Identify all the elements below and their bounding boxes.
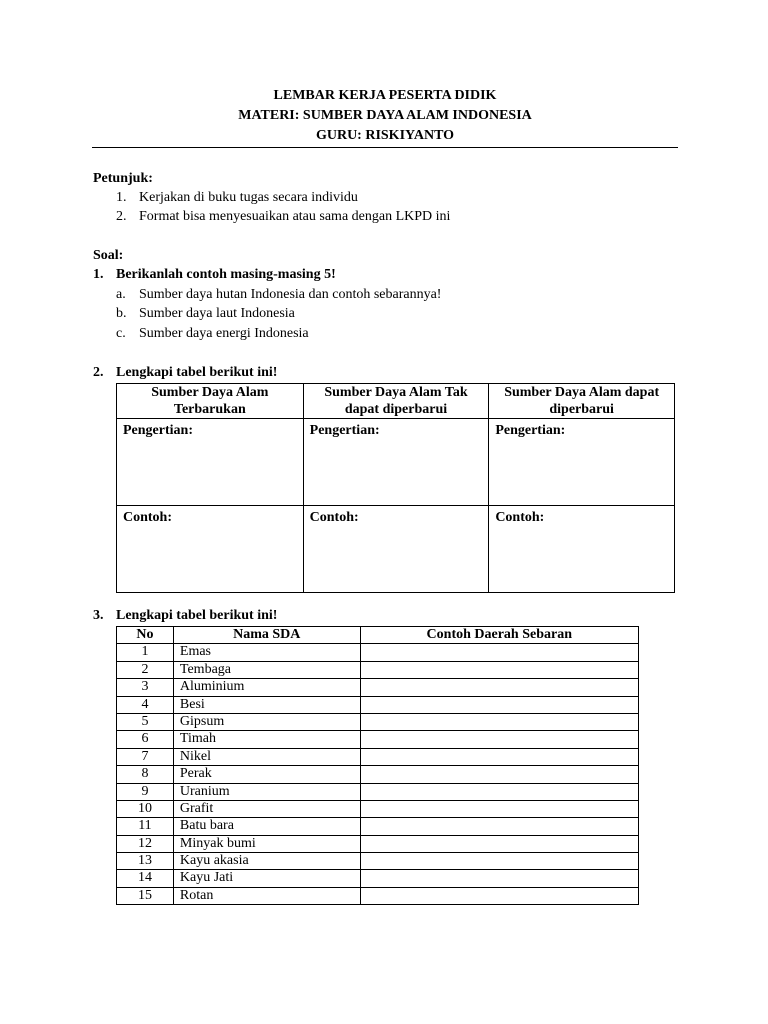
table-header-row bbox=[117, 627, 639, 644]
header-line: diperbarui bbox=[549, 402, 614, 417]
question-1-item-b bbox=[116, 304, 295, 324]
list-marker: 2. bbox=[116, 209, 127, 224]
header-teacher: GURU: RISKIYANTO bbox=[315, 128, 455, 143]
resource-name: Batu bara bbox=[173, 818, 360, 835]
definition-cell[interactable]: Pengertian: bbox=[489, 419, 675, 506]
question-1-item-c bbox=[116, 324, 309, 344]
distribution-cell[interactable] bbox=[360, 853, 638, 870]
table-row bbox=[117, 661, 639, 678]
table-row-definition bbox=[117, 419, 675, 506]
distribution-cell[interactable] bbox=[360, 661, 638, 678]
question-1 bbox=[93, 265, 336, 285]
question-3 bbox=[93, 606, 277, 626]
example-cell[interactable]: Contoh: bbox=[117, 506, 304, 593]
table-row bbox=[117, 835, 639, 852]
table-row bbox=[117, 800, 639, 817]
row-number: 7 bbox=[117, 748, 174, 765]
row-number: 5 bbox=[117, 713, 174, 730]
distribution-cell[interactable] bbox=[360, 800, 638, 817]
table-body bbox=[117, 644, 639, 905]
resource-name: Tembaga bbox=[173, 661, 360, 678]
resource-name: Besi bbox=[173, 696, 360, 713]
table-row bbox=[117, 679, 639, 696]
table-row bbox=[117, 853, 639, 870]
row-number: 1 bbox=[117, 644, 174, 661]
header-line: dapat diperbarui bbox=[344, 402, 448, 417]
header-renewable bbox=[117, 384, 304, 419]
row-number: 15 bbox=[117, 887, 174, 904]
distribution-cell[interactable] bbox=[360, 818, 638, 835]
table-row bbox=[117, 766, 639, 783]
resource-type-table bbox=[116, 383, 675, 593]
header-distribution: Contoh Daerah Sebaran bbox=[360, 627, 638, 644]
mineral-resource-table bbox=[116, 626, 639, 905]
definition-cell[interactable]: Pengertian: bbox=[303, 419, 489, 506]
distribution-cell[interactable] bbox=[360, 835, 638, 852]
header-line: Terbarukan bbox=[173, 402, 246, 417]
header-subject: MATERI: SUMBER DAYA ALAM INDONESIA bbox=[238, 108, 532, 123]
distribution-cell[interactable] bbox=[360, 713, 638, 730]
resource-name: Kayu Jati bbox=[173, 870, 360, 887]
instruction-item-1 bbox=[116, 188, 358, 208]
resource-name: Minyak bumi bbox=[173, 835, 360, 852]
table-row bbox=[117, 887, 639, 904]
question-subitem-text: Sumber daya hutan Indonesia dan contoh sebarannya! bbox=[139, 287, 442, 302]
header-non-renewable bbox=[303, 384, 489, 419]
example-cell[interactable]: Contoh: bbox=[489, 506, 675, 593]
resource-name: Gipsum bbox=[173, 713, 360, 730]
question-text: Berikanlah contoh masing-masing 5! bbox=[116, 267, 336, 282]
question-number: 1. bbox=[93, 267, 104, 282]
row-number: 3 bbox=[117, 679, 174, 696]
question-subitem-text: Sumber daya energi Indonesia bbox=[139, 326, 309, 341]
resource-name: Timah bbox=[173, 731, 360, 748]
distribution-cell[interactable] bbox=[360, 870, 638, 887]
distribution-cell[interactable] bbox=[360, 766, 638, 783]
header-renewable-alt bbox=[489, 384, 675, 419]
definition-cell[interactable]: Pengertian: bbox=[117, 419, 304, 506]
instruction-text: Kerjakan di buku tugas secara individu bbox=[139, 190, 358, 205]
row-number: 14 bbox=[117, 870, 174, 887]
table-row bbox=[117, 713, 639, 730]
row-number: 12 bbox=[117, 835, 174, 852]
table-row bbox=[117, 748, 639, 765]
header-resource-name: Nama SDA bbox=[173, 627, 360, 644]
instruction-item-2 bbox=[116, 207, 450, 227]
resource-name: Aluminium bbox=[173, 679, 360, 696]
question-number: 2. bbox=[93, 365, 104, 380]
row-number: 2 bbox=[117, 661, 174, 678]
resource-name: Rotan bbox=[173, 887, 360, 904]
resource-name: Uranium bbox=[173, 783, 360, 800]
row-number: 13 bbox=[117, 853, 174, 870]
resource-name: Perak bbox=[173, 766, 360, 783]
header-no: No bbox=[117, 627, 174, 644]
resource-name: Kayu akasia bbox=[173, 853, 360, 870]
list-marker: 1. bbox=[116, 190, 127, 205]
table-row bbox=[117, 870, 639, 887]
resource-name: Grafit bbox=[173, 800, 360, 817]
header-title: LEMBAR KERJA PESERTA DIDIK bbox=[273, 88, 497, 103]
list-marker: c. bbox=[116, 326, 126, 341]
row-number: 9 bbox=[117, 783, 174, 800]
distribution-cell[interactable] bbox=[360, 696, 638, 713]
question-1-item-a bbox=[116, 285, 441, 305]
table-row bbox=[117, 818, 639, 835]
table-row bbox=[117, 731, 639, 748]
table-header-row bbox=[117, 384, 675, 419]
distribution-cell[interactable] bbox=[360, 748, 638, 765]
resource-name: Nikel bbox=[173, 748, 360, 765]
table-row-example bbox=[117, 506, 675, 593]
row-number: 4 bbox=[117, 696, 174, 713]
header-divider bbox=[92, 147, 678, 148]
distribution-cell[interactable] bbox=[360, 731, 638, 748]
questions-title: Soal: bbox=[93, 248, 124, 263]
question-subitem-text: Sumber daya laut Indonesia bbox=[139, 306, 295, 321]
distribution-cell[interactable] bbox=[360, 783, 638, 800]
distribution-cell[interactable] bbox=[360, 644, 638, 661]
header-line: Sumber Daya Alam Tak bbox=[324, 385, 468, 400]
question-text: Lengkapi tabel berikut ini! bbox=[116, 608, 278, 623]
instruction-text: Format bisa menyesuaikan atau sama dengan LKPD ini bbox=[139, 209, 451, 224]
table-row bbox=[117, 644, 639, 661]
example-cell[interactable]: Contoh: bbox=[303, 506, 489, 593]
question-number: 3. bbox=[93, 608, 104, 623]
header-line: Sumber Daya Alam bbox=[151, 385, 269, 400]
table-row bbox=[117, 783, 639, 800]
list-marker: a. bbox=[116, 287, 126, 302]
row-number: 11 bbox=[117, 818, 174, 835]
row-number: 6 bbox=[117, 731, 174, 748]
list-marker: b. bbox=[116, 306, 127, 321]
row-number: 8 bbox=[117, 766, 174, 783]
table-row bbox=[117, 696, 639, 713]
instructions-title: Petunjuk: bbox=[93, 171, 153, 186]
distribution-cell[interactable] bbox=[360, 887, 638, 904]
distribution-cell[interactable] bbox=[360, 679, 638, 696]
question-text: Lengkapi tabel berikut ini! bbox=[116, 365, 278, 380]
document-header bbox=[92, 86, 678, 146]
row-number: 10 bbox=[117, 800, 174, 817]
resource-name: Emas bbox=[173, 644, 360, 661]
question-2 bbox=[93, 363, 277, 383]
header-line: Sumber Daya Alam dapat bbox=[504, 385, 660, 400]
